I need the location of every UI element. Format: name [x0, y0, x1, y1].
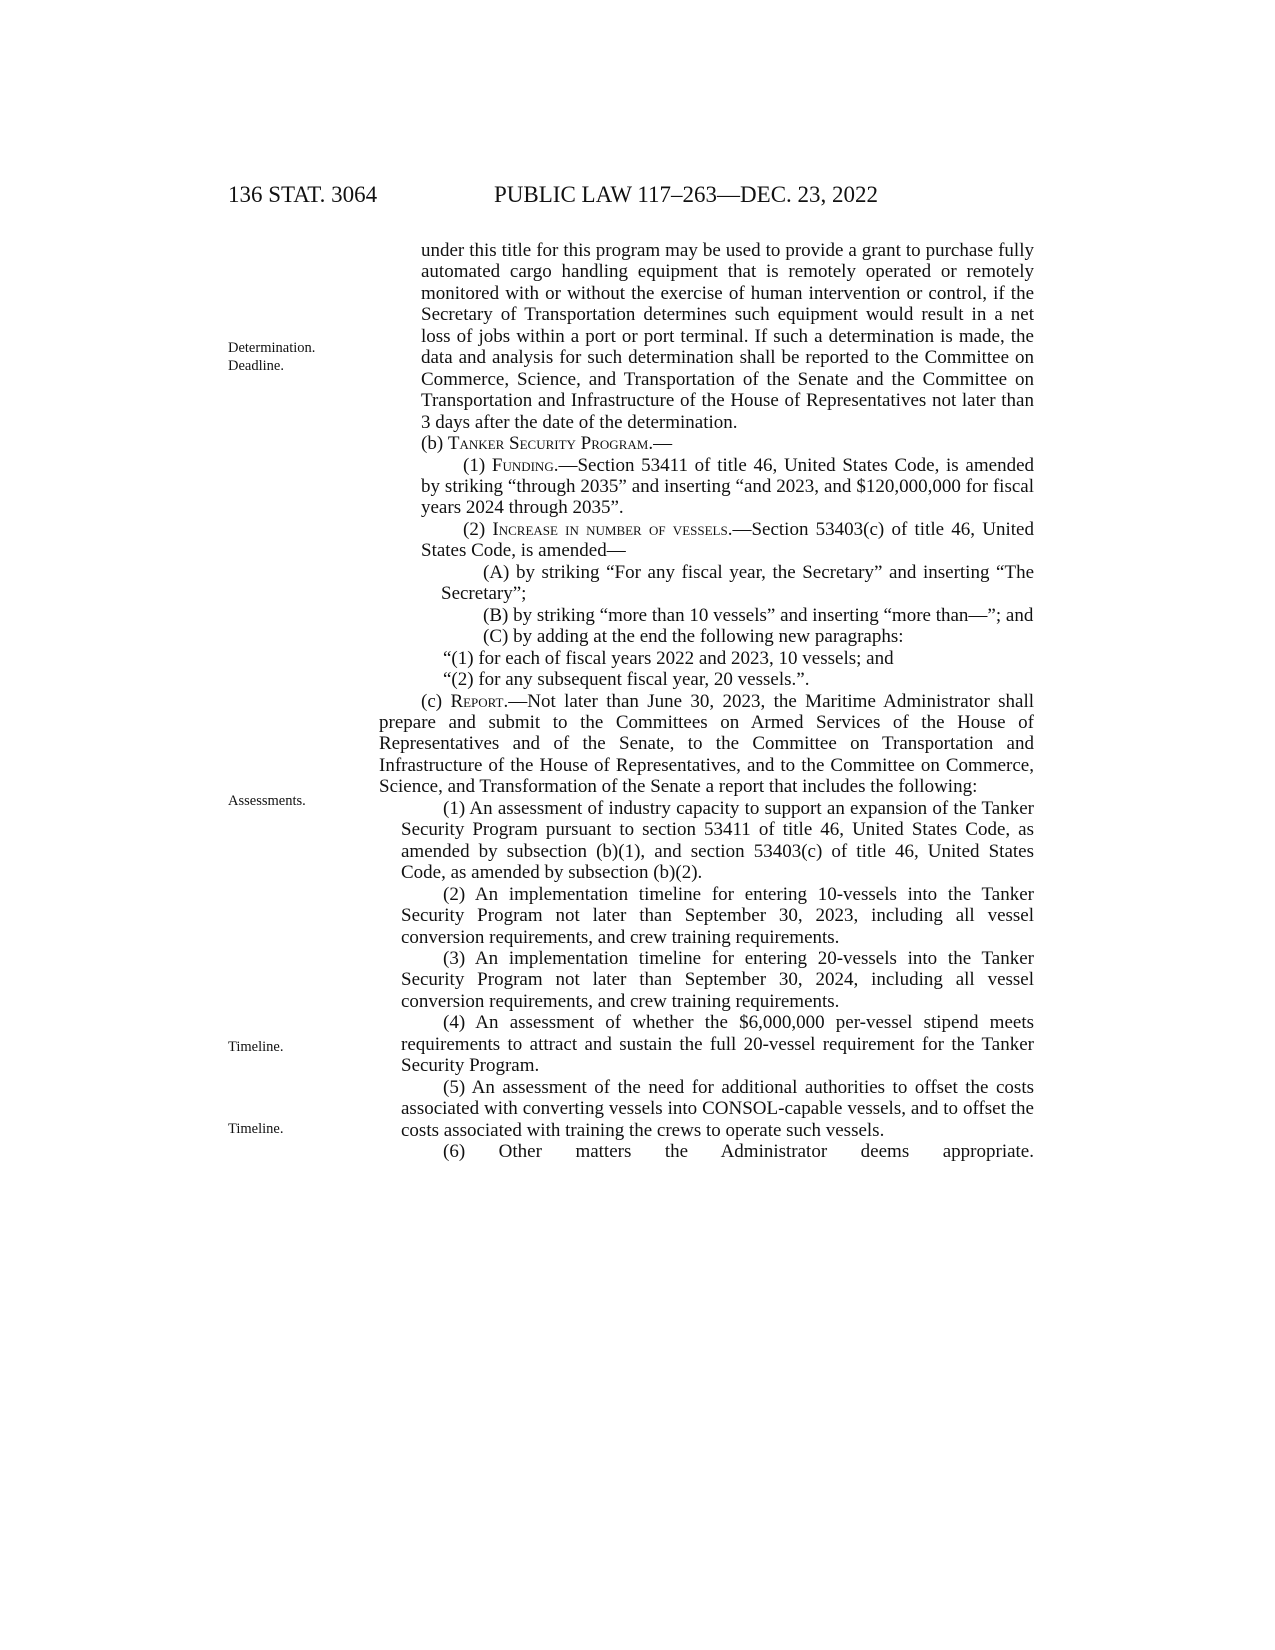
paragraph-continuation: under this title for this program may be used to provide a grant to purchase fully automated cargo handling equipment that is remotely operated or remotely monitored with or without the exercise of human intervention or control, if the Secretary of Transportation determines such equipment would result in a net loss of jobs within a port or port terminal. If such a determination is made, the data and analysis for such determination shall be reported to the Committee on Commerce, Science, and Transportation of the Senate and the Committee on Transportation and Infrastructure of the House of Representatives not later than 3 days after the date of the determination. — [421, 240, 1034, 433]
margin-note-deadline: Deadline. — [228, 358, 284, 374]
subsection-label: (c) — [421, 690, 451, 712]
paragraph-heading: Increase in number of vessels. — [492, 518, 733, 540]
paragraph-b2 — [379, 519, 1034, 562]
paragraph-b1 — [379, 455, 1034, 519]
quoted-paragraph-1: “(1) for each of fiscal years 2022 and 2023, 10 vessels; and — [443, 647, 894, 669]
margin-note-determination: Determination. — [228, 340, 316, 356]
paragraph-text: —Section 53411 of title 46, United States Code, is amended by striking “through 2035” and inserting “and 2023, and $120,000,000 for fiscal years 2024 through 2035”. — [421, 454, 1034, 519]
subsection-title: Report. — [450, 690, 509, 712]
subparagraph-B: (B) by striking “more than 10 vessels” and inserting “more than—”; and — [483, 604, 1034, 626]
report-item-2: (2) An implementation timeline for entering 10-vessels into the Tanker Security Program not later than September 30, 2023, including all vessel conversion requirements, and crew training requirements. — [401, 883, 1034, 948]
paragraph-heading: Funding. — [491, 454, 559, 476]
paragraph-text: —Section 53403(c) of title 46, United States Code, is amended— — [421, 518, 1034, 562]
subsection-label: (b) — [421, 433, 448, 455]
paragraph-label: (2) — [463, 518, 493, 540]
margin-note-timeline: Timeline. — [228, 1121, 284, 1137]
margin-note-assessments: Assessments. — [228, 793, 306, 809]
public-law-title: PUBLIC LAW 117–263—DEC. 23, 2022 — [494, 182, 879, 207]
report-item-4: (4) An assessment of whether the $6,000,000 per-vessel stipend meets requirements to attract and sustain the full 20-vessel requirement for the Tanker Security Program. — [401, 1012, 1034, 1077]
subsection-text: —Not later than June 30, 2023, the Maritime Administrator shall prepare and submit to the Committees on Armed Services of the House of Representatives and of the Senate, to the Committee on Transportation and Infrastructure of the House of Representatives, and to the Committee on Commerce, Science, and Transformation of the Senate a report that includes the following: — [379, 690, 1034, 798]
report-item-3: (3) An implementation timeline for entering 20-vessels into the Tanker Security Program not later than September 30, 2024, including all vessel conversion requirements, and crew training requirements. — [401, 947, 1034, 1012]
report-item-5: (5) An assessment of the need for additional authorities to offset the costs associated with converting vessels into CONSOL-capable vessels, and to offset the costs associated with training the crews to operate such vessels. — [401, 1076, 1034, 1141]
subsection-c — [379, 691, 1034, 798]
report-item-6: (6) Other matters the Administrator deems appropriate. — [443, 1141, 1034, 1163]
subsection-b-heading — [379, 433, 1034, 454]
page-header — [0, 182, 1275, 214]
statute-body — [379, 240, 1034, 1162]
em-dash: — — [653, 433, 673, 455]
subparagraph-A: (A) by striking “For any fiscal year, the Secretary” and inserting “The Secretary”; — [441, 561, 1034, 605]
subparagraph-C: (C) by adding at the end the following new paragraphs: — [483, 626, 904, 648]
paragraph-label: (1) — [463, 454, 492, 476]
margin-note-timeline: Timeline. — [228, 1039, 284, 1055]
report-item-1: (1) An assessment of industry capacity to support an expansion of the Tanker Security Program pursuant to section 53411 of title 46, United States Code, as amended by subsection (b)(1), and section 53403(c) of title 46, United States Code, as amended by subsection (b)(2). — [401, 797, 1034, 884]
statute-page-reference: 136 STAT. 3064 — [228, 182, 378, 207]
subsection-title: Tanker Security Program. — [447, 433, 654, 455]
quoted-paragraph-2: “(2) for any subsequent fiscal year, 20 vessels.”. — [443, 669, 810, 691]
